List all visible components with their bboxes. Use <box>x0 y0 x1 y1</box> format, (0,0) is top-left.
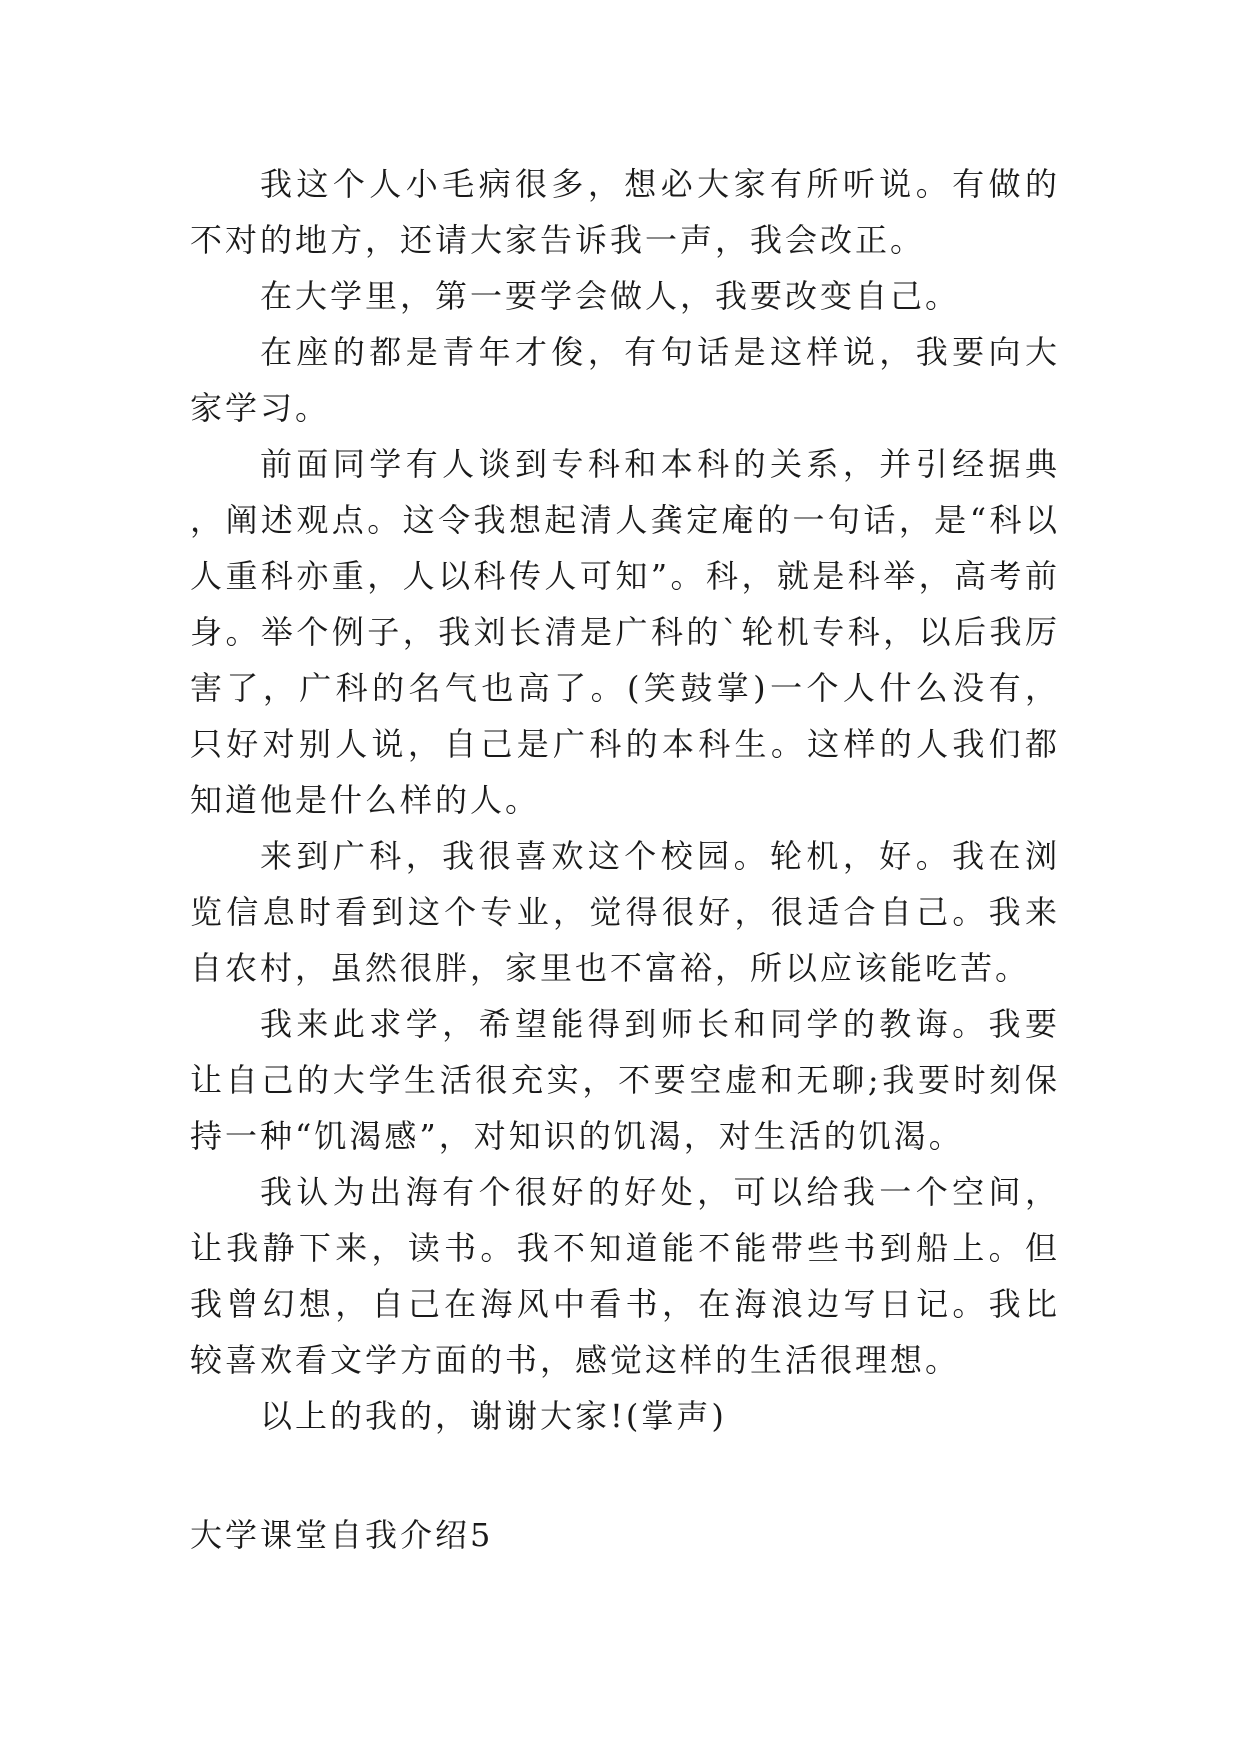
paragraph-college-reputation: 前面同学有人谈到专科和本科的关系，并引经据典，阐述观点。这令我想起清人龚定庵的一句话，是“科以人重科亦重，人以科传人可知”。科，就是科举，高考前身。举个例子，我刘长清是广科的`轮机专科，以后我厉害了，广科的名气也高了。(笑鼓掌)一个人什么没有，只好对别人说，自己是广科的本科生。这样的人我们都知道他是什么样的人。 <box>190 445 1060 819</box>
paragraph-hunger-for-knowledge: 我来此求学，希望能得到师长和同学的教诲。我要让自己的大学生活很充实，不要空虚和无聊;我要时刻保持一种“饥渴感”，对知识的饥渴，对生活的饥渴。 <box>190 1005 1060 1155</box>
paragraph-learn-from-peers: 在座的都是青年才俊，有句话是这样说，我要向大家学习。 <box>190 333 1060 427</box>
paragraph-learn-to-be-person: 在大学里，第一要学会做人，我要改变自己。 <box>260 277 961 315</box>
section-heading: 大学课堂自我介绍5 <box>190 1516 494 1554</box>
paragraph-faults: 我这个人小毛病很多，想必大家有所听说。有做的不对的地方，还请大家告诉我一声，我会改正。 <box>190 165 1060 259</box>
body-text <box>190 156 1060 1444</box>
paragraph-closing: 以上的我的，谢谢大家!(掌声) <box>260 1397 727 1435</box>
paragraph-campus-major: 来到广科，我很喜欢这个校园。轮机，好。我在浏览信息时看到这个专业，觉得很好，很适合自己。我来自农村，虽然很胖，家里也不富裕，所以应该能吃苦。 <box>190 837 1060 987</box>
paragraph-sea-reading: 我认为出海有个很好的好处，可以给我一个空间，让我静下来，读书。我不知道能不能带些书到船上。但我曾幻想，自己在海风中看书，在海浪边写日记。我比较喜欢看文学方面的书，感觉这样的生活很理想。 <box>190 1173 1060 1379</box>
